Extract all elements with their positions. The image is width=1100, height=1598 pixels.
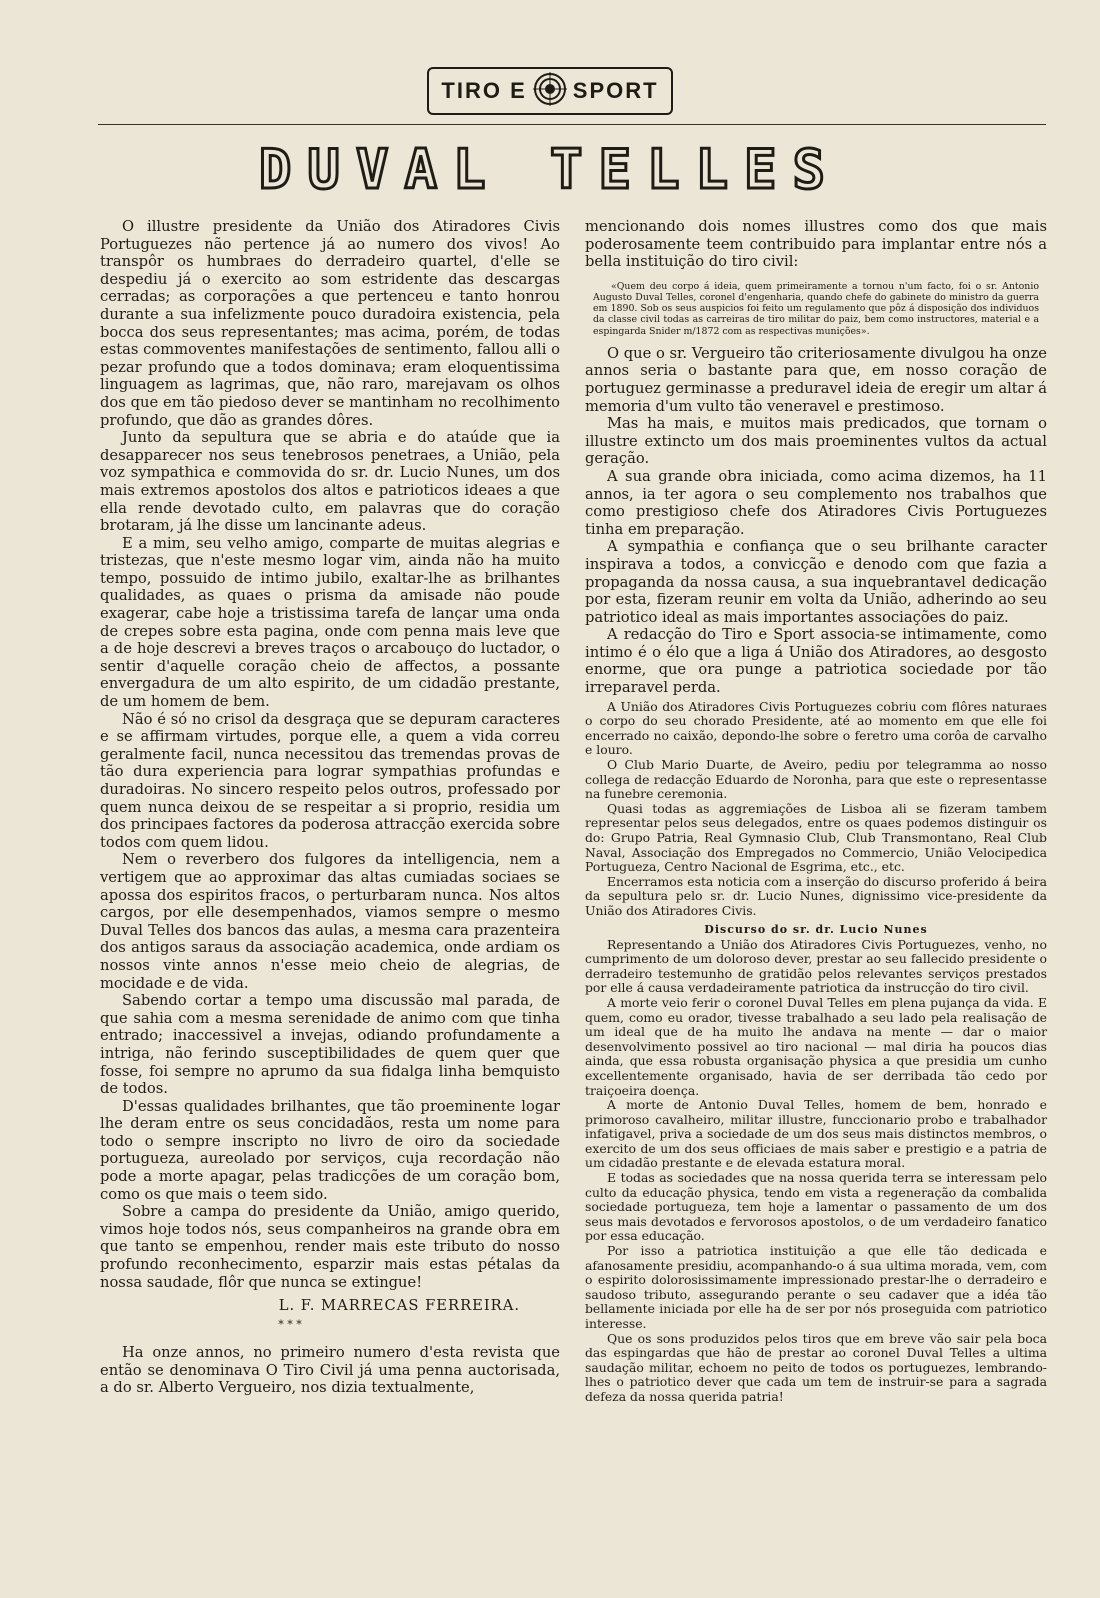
section-divider: * * *	[278, 1318, 302, 1332]
paragraph: Nem o reverbero dos fulgores da intelligencia, nem a vertigem que ao approximar das altas cumiadas sociaes se apossa dos espiritos fracos, o perturbaram nunca. Nos altos cargos, por elle desempenhados, viamos sempre o mesmo Duval Telles dos bancos das aulas, a mesma cara prazenteira dos antigos saraus da associação academica, onde ardiam os nossos vinte annos n'esse meio cheio de alegrias, de mocidade e de vida.	[100, 851, 560, 992]
speech-paragraph: Representando a União dos Atiradores Civis Portuguezes, venho, no cumprimento de um doloroso dever, prestar ao seu fallecido presidente o derradeiro testemunho de gratidão pelos relevantes serviços prestados por elle á causa verdadeiramente patriotica da instrucção do tiro civil.	[585, 936, 1047, 996]
logo-text-left: TIRO E	[441, 78, 527, 103]
quotation: «Quem deu corpo á ideia, quem primeiramente a tornou n'um facto, foi o sr. Antonio Augusto Duval Telles, coronel d'engenharia, quando chefe do gabinete do ministro da guerra em 1890. Sob os seus auspicios foi feito um regulamento que pôz á disposição dos individuos da classe civil todas as carreiras de tiro militar do paiz, bem como instructores, material e a espingarda Snider m/1872 com as respectivas munições».	[593, 280, 1039, 337]
paragraph: A sympathia e confiança que o seu brilhante caracter inspirava a todos, a convicção e denodo com que fazia a propaganda da nossa causa, a sua inquebrantavel dedicação por esta, fizeram reunir em volta da União, adherindo ao seu patriotico ideal as mais importantes associações do paiz.	[585, 538, 1047, 626]
header-rule	[98, 124, 1046, 125]
speech-heading: Discurso do sr. dr. Lucio Nunes	[704, 922, 928, 936]
paragraph: Sobre a campa do presidente da União, amigo querido, vimos hoje todos nós, seus companheiros na grande obra em que tanto se empenhou, render mais este tributo do nosso profundo reconhecimento, esparzir mais estas pétalas da nossa saudade, flôr que nunca se extingue!	[100, 1203, 560, 1291]
author-signature: L. F. MARRECAS FERREIRA.	[278, 1297, 520, 1315]
paragraph: D'essas qualidades brilhantes, que tão proeminente logar lhe deram entre os seus concidadãos, resta um nome para todo o sempre inscripto no livro de oiro da sociedade portugueza, aureolado por serviços, cuja recordação não pode a morte apagar, pelas tradicções de um coração bom, como os que mais o teem sido.	[100, 1097, 560, 1203]
paragraph: mencionando dois nomes illustres como dos que mais poderosamente teem contribuido para implantar entre nós a bella instituição do tiro civil:	[585, 218, 1047, 271]
paragraph: E a mim, seu velho amigo, comparte de muitas alegrias e tristezas, que n'este mesmo logar vim, ainda não ha muito tempo, possuido de intimo jubilo, exaltar-lhe as brilhantes qualidades, as quaes o prisma da amisade não poude exagerar, cabe hoje a tristissima tarefa de lançar uma onda de crepes sobre esta pagina, onde com penna mais leve que a de hoje descrevi a breves traços o arcabouço do luctador, o sentir d'aquelle coração cheio de affectos, a possante envergadura de um alto espirito, de um cidadão prestante, de um homem de bem.	[100, 534, 560, 711]
paragraph: Sabendo cortar a tempo uma discussão mal parada, de que sahia com a mesma serenidade de animo com que tinha entrado; inaccessivel a invejas, odiando profundamente a intriga, não ferindo susceptibilidades de quem quer que fosse, foi sempre no aprumo da sua fidalga linha bemquisto de todos.	[100, 992, 560, 1098]
speech-paragraph: E todas as sociedades que na nossa querida terra se interessam pelo culto da educação physica, tendo em vista a regeneração da combalida sociedade portugueza, tem hoje a lamentar o passamento de um dos seus mais devotados e fervorosos apostolos, o de um verdadeiro fanatico por essa educação.	[585, 1170, 1047, 1244]
paragraph: O que o sr. Vergueiro tão criteriosamente divulgou ha onze annos seria o bastante para que, em nosso coração de portuguez germinasse a preduravel ideia de eregir um altar á memoria d'um vulto tão veneravel e prestimoso.	[585, 344, 1047, 415]
speech-paragraph: Que os sons produzidos pelos tiros que em breve vão sair pela boca das espingardas que hão de prestar ao coronel Duval Telles a ultima saudação militar, echoem no peito de todos os portuguezes, lembrando-lhes o patriotico dever que cada um tem de instruir-se para a sagrada defeza da nossa querida patria!	[585, 1330, 1047, 1404]
speech-paragraph: Por isso a patriotica instituição a que elle tão dedicada e afanosamente presidiu, acompanhando-o á sua ultima morada, vem, com o espirito dolorosissimamente impressionado prestar-lhe o derradeiro e saudoso tributo, assegurando perante o seu cadaver que a idéa tão bellamente iniciada por elle ha de ser por nós proseguida com patriotico interesse.	[585, 1243, 1047, 1332]
target-icon	[533, 72, 567, 110]
paragraph: A sua grande obra iniciada, como acima dizemos, ha 11 annos, ia ter agora o seu complemento nos trabalhos que como prestigioso chefe dos Atiradores Civis Portuguezes tinha em preparação.	[585, 467, 1047, 538]
speech-paragraph: A morte veio ferir o coronel Duval Telles em plena pujança da vida. E quem, como eu orador, tivesse trabalhado a seu lado pela realisação de um ideal que de ha muito lhe andava na mente — dar o maior desenvolvimento possivel ao tiro nacional — mal diria ha poucos dias ainda, que essa robusta organisação physica a que presidia um cunho excellentemente organisado, havia de ser derribada tão cedo por traiçoeira doença.	[585, 994, 1047, 1098]
article-title: DUVAL TELLES	[258, 138, 842, 201]
right-column	[585, 218, 1047, 1405]
speech-paragraph: A morte de Antonio Duval Telles, homem de bem, honrado e primoroso cavalheiro, militar illustre, funccionario probo e trabalhador infatigavel, priva a sociedade de um dos seus mais distinctos membros, o exercito de um dos seus officiaes de mais saber e prestigio e a patria de um cidadão prestante e de elevada estatura moral.	[585, 1097, 1047, 1171]
left-column	[100, 218, 560, 1397]
masthead-logo	[427, 67, 672, 115]
paragraph: O illustre presidente da União dos Atiradores Civis Portuguezes não pertence já ao numero dos vivos! Ao transpôr os humbraes do derradeiro quartel, d'elle se despediu já o exercito ao som estridente das descargas cerradas; as corporações a que pertenceu e tanto honrou durante a sua infelizmente pouco duradoira existencia, pela bocca dos seus representantes; mas acima, porém, de todas estas commoventes manifestações de sentimento, fallou alli o pezar profundo que a todos dominava; eram eloquentissima linguagem as lagrimas, que, não raro, marejavam os olhos dos que em tão piedoso dever se mantinham no recolhimento profundo, que dão as grandes dôres.	[100, 218, 560, 429]
news-note: A União dos Atiradores Civis Portuguezes cobriu com flôres naturaes o corpo do seu chorado Presidente, até ao momento em que elle foi encerrado no caixão, depondo-lhe sobre o feretro uma corôa de carvalho e louro.	[585, 698, 1047, 758]
news-note: Quasi todas as aggremiações de Lisboa ali se fizeram tambem representar pelos seus delegados, entre os quaes podemos distinguir os do: Grupo Patria, Real Gymnasio Club, Club Transmontano, Real Club Naval, Associação dos Empregados no Commercio, União Velocipedica Portugueza, Centro Nacional de Esgrima, etc., etc.	[585, 800, 1047, 875]
paragraph: Junto da sepultura que se abria e do ataúde que ia desapparecer nos seus tenebrosos penetraes, a União, pela voz sympathica e commovida do sr. dr. Lucio Nunes, um dos mais extremos apostolos dos altos e patrioticos ideaes a que ella rende devotado culto, em palavras que do coração brotaram, já lhe disse um lancinante adeus.	[100, 429, 560, 535]
paragraph: Mas ha mais, e muitos mais predicados, que tornam o illustre extincto um dos mais proeminentes vultos da actual geração.	[585, 415, 1047, 468]
logo-text-right: SPORT	[572, 78, 659, 103]
paragraph: Ha onze annos, no primeiro numero d'esta revista que então se denominava O Tiro Civil já uma penna auctorisada, a do sr. Alberto Vergueiro, nos dizia textualmente,	[100, 1344, 560, 1397]
news-note: O Club Mario Duarte, de Aveiro, pediu por telegramma ao nosso collega de redacção Eduardo de Noronha, para que este o representasse na funebre ceremonia.	[585, 757, 1047, 802]
paragraph: A redacção do Tiro e Sport associa-se intimamente, como intimo é o élo que a liga á União dos Atiradores, ao desgosto enorme, que ora punge a patriotica sociedade por tão irreparavel perda.	[585, 626, 1047, 697]
news-note: Encerramos esta noticia com a inserção do discurso proferido á beira da sepultura pelo sr. dr. Lucio Nunes, dignissimo vice-presidente da União dos Atiradores Civis.	[585, 873, 1047, 918]
masthead	[0, 62, 1100, 120]
paragraph: Não é só no crisol da desgraça que se depuram caracteres e se affirmam virtudes, porque elle, a quem a vida correu geralmente facil, nunca necessitou das tremendas provas de tão dura experiencia para lograr sympathias profundas e duradoiras. No sincero respeito pelos outros, professado por quem nunca deixou de se respeitar a si proprio, residia um dos principaes factores da poderosa attracção exercida sobre todos com quem lidou.	[100, 710, 560, 851]
